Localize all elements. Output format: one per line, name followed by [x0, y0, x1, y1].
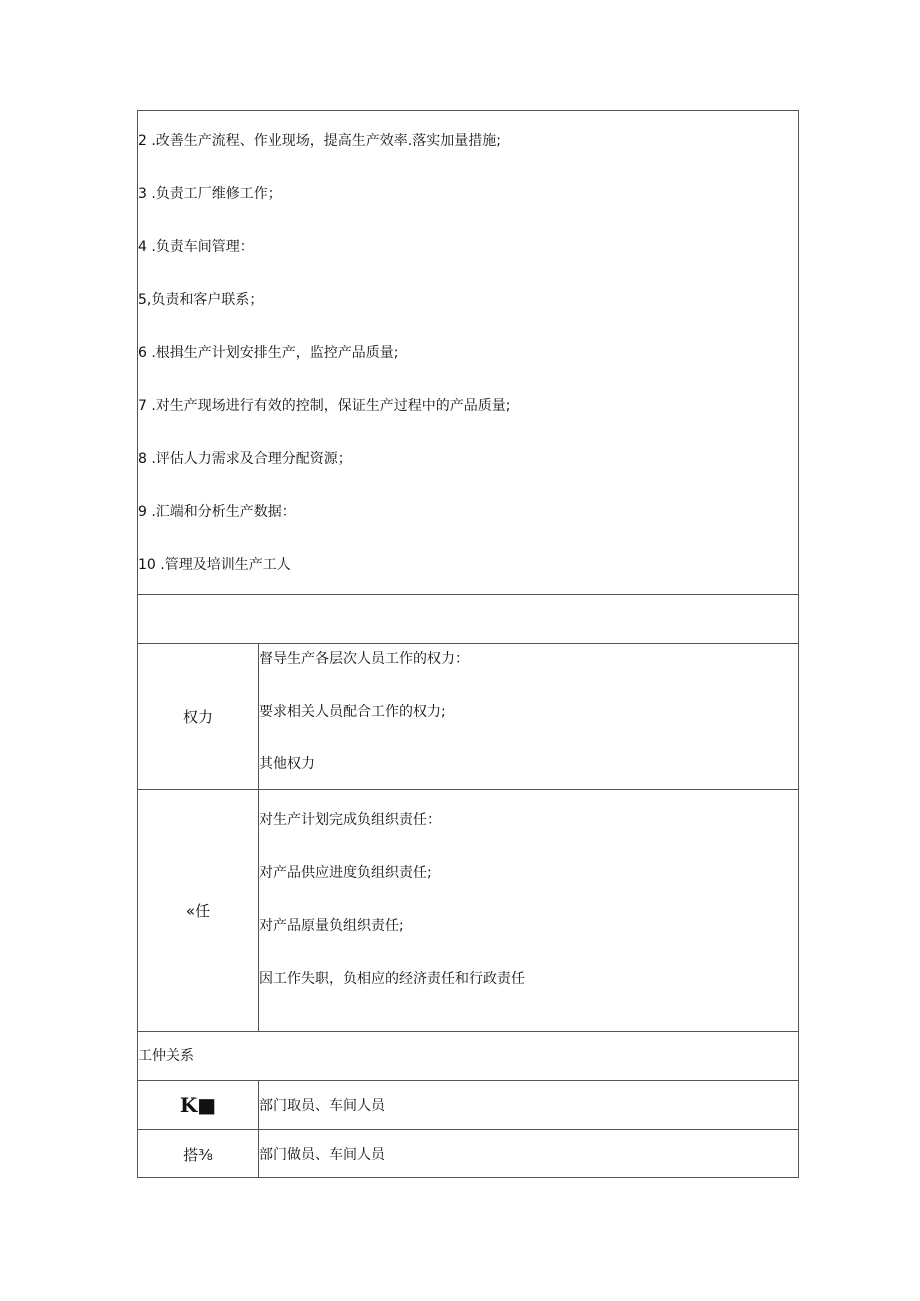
empty-row [138, 595, 798, 644]
relations-value: 部门取员、车间人员 [259, 1098, 385, 1114]
duty-item: 3 .负责工厂维修工作； [138, 186, 282, 202]
relations-row [138, 1130, 798, 1178]
responsibility-item: 因工作失职，负相应的经济责任和行政责任 [259, 971, 525, 987]
authority-item: 要求相关人员配合工作的权力; [259, 704, 446, 720]
authority-row [138, 644, 798, 790]
relations-title: 工仲关系 [138, 1048, 194, 1064]
relations-row [138, 1081, 798, 1130]
authority-item: 督导生产各层次人员工作的权力： [259, 651, 469, 667]
duty-item: 6 .根揖生产计划安排生产，监控产品质量; [138, 345, 399, 361]
duty-item: 8 .评估人力需求及合理分配资源； [138, 451, 352, 467]
duty-item: 2 .改善生产流程、作业现场，提高生产效率.落实加量措施; [138, 133, 501, 149]
duty-item: 9 .汇端和分析生产数据： [138, 504, 296, 520]
responsibility-item: 对产品供应进度负组织责任; [259, 865, 432, 881]
authority-item: 其他权力 [259, 756, 315, 772]
duty-item: 10 .管理及培训生产工人 [138, 557, 291, 573]
authority-label: 权力 [138, 644, 259, 789]
duty-item: 7 .对生产现场进行有效的控制，保证生产过程中的产品质量; [138, 398, 511, 414]
job-description-table [137, 110, 799, 1178]
relations-label: 搭⅜ [138, 1130, 259, 1178]
duty-item: 5,负责和客户联系； [138, 292, 264, 308]
relations-label: K■ [138, 1081, 259, 1129]
responsibility-label: «任 [138, 790, 259, 1031]
relations-title-row [138, 1032, 798, 1081]
responsibility-item: 对生产计划完成负组织责任： [259, 812, 441, 828]
duty-item: 4 .负责车间管理： [138, 239, 254, 255]
responsibility-item: 对产品原量负组织责任; [259, 918, 404, 934]
duties-row [138, 111, 798, 595]
relations-value: 部门做员、车间人员 [259, 1147, 385, 1163]
responsibility-row [138, 790, 798, 1032]
